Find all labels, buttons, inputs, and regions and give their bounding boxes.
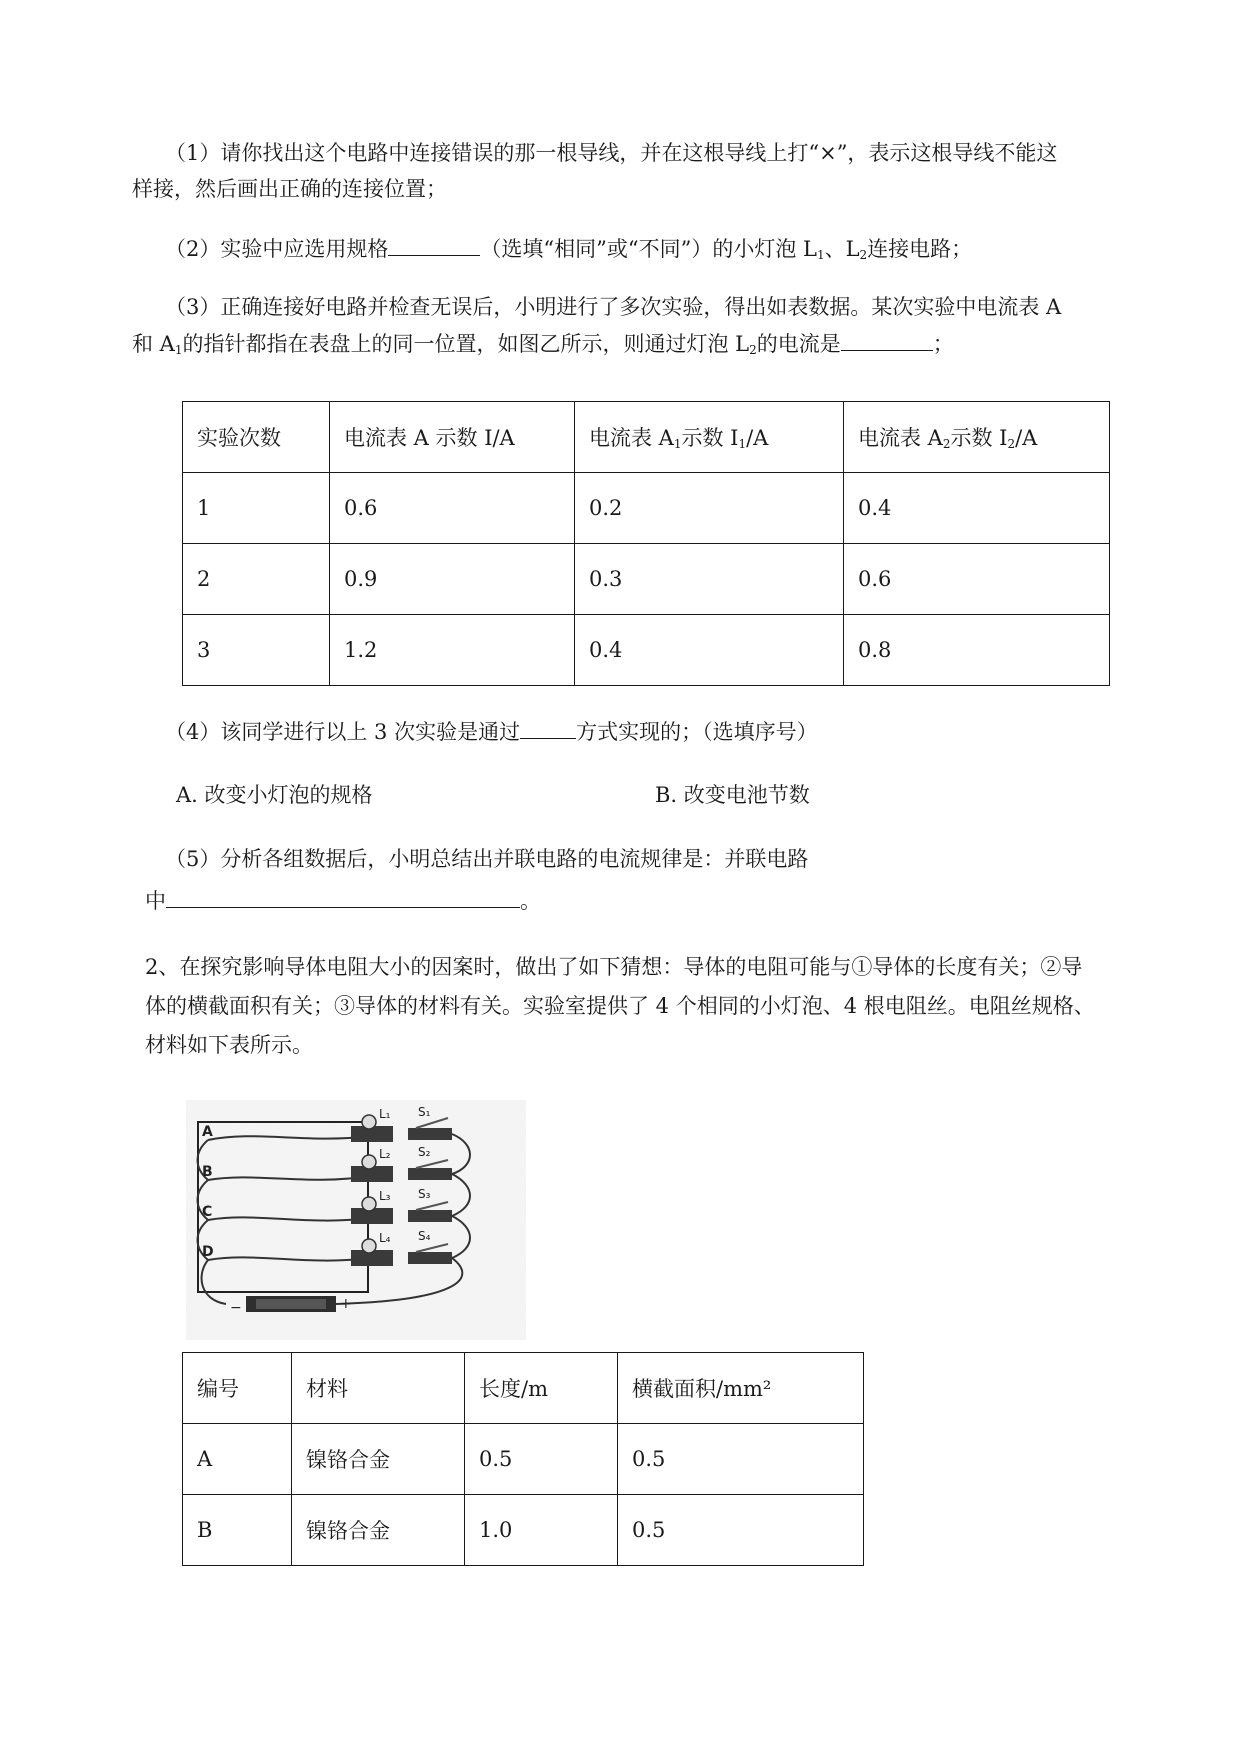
table-cell: 0.9 [330, 544, 575, 615]
q1-part1-line2: 样接，然后画出正确的连接位置； [132, 177, 447, 201]
switch-label: S₃ [418, 1187, 431, 1201]
battery-body [256, 1299, 326, 1309]
sub-1: 1 [174, 343, 183, 357]
q1-part3-c: 的电流是 [756, 332, 841, 356]
q1-part5-pre: 中 [145, 889, 166, 913]
q2-line3: 材料如下表所示。 [145, 1033, 313, 1057]
sub-1: 1 [673, 437, 682, 451]
lamp-label: L₄ [379, 1231, 391, 1245]
table-row [183, 473, 1110, 544]
option-b[interactable]: B. 改变电池节数 [655, 783, 810, 807]
sub-2: 2 [859, 248, 868, 262]
q1-part2-post: （选填“相同”或“不同”）的小灯泡 L [480, 237, 817, 261]
header-cell: 电流表 A 示数 I/A [330, 402, 575, 473]
table-header-row [183, 1353, 864, 1424]
q1-part3-a: 和 A [132, 332, 175, 356]
sub-1: 1 [816, 248, 825, 262]
q1-part4-post: 方式实现的；（选填序号） [576, 720, 818, 744]
table-cell: 0.4 [575, 615, 844, 686]
table-cell: 镍铬合金 [292, 1495, 465, 1566]
q2-line1: 2、在探究影响导体电阻大小的因案时，做出了如下猜想：导体的电阻可能与①导体的长度有关；②导 [145, 955, 1083, 979]
header-cell: 编号 [183, 1353, 292, 1424]
q1-part3-b: 的指针都指在表盘上的同一位置，如图乙所示，则通过灯泡 L [182, 332, 750, 356]
table-row [183, 544, 1110, 615]
table-cell: 0.5 [618, 1424, 864, 1495]
lamp-label: L₂ [379, 1147, 391, 1161]
table-row [183, 1424, 864, 1495]
q1-part2-pre: （2）实验中应选用规格 [165, 237, 389, 261]
wire-label: D [202, 1244, 214, 1260]
switch-icon [408, 1210, 452, 1222]
table-row [183, 1495, 864, 1566]
battery-plus-label: + [340, 1296, 352, 1312]
table-cell: 1 [183, 473, 330, 544]
q1-part1-line1: （1）请你找出这个电路中连接错误的那一根导线，并在这根导线上打“×”，表示这根导线不能这 [165, 141, 1058, 165]
table-cell: 0.6 [844, 544, 1110, 615]
table-cell: 镍铬合金 [292, 1424, 465, 1495]
table-cell: 0.5 [465, 1424, 618, 1495]
switch-label: S₁ [418, 1105, 431, 1119]
header-cell: 实验次数 [183, 402, 330, 473]
q1-part2-mid: 、L [824, 237, 860, 261]
q1-part2 [165, 233, 972, 270]
table-cell: 0.8 [844, 615, 1110, 686]
wire-spec-table [182, 1352, 864, 1566]
q1-part3-line1: （3）正确连接好电路并检查无误后，小明进行了多次实验，得出如表数据。某次实验中电流表 A [165, 295, 1062, 319]
sub-2: 2 [749, 343, 757, 357]
table-cell: 3 [183, 615, 330, 686]
current-table [182, 401, 1110, 686]
bulb-icon [362, 1115, 376, 1129]
q2-line2: 体的横截面积有关；③导体的材料有关。实验室提供了 4 个相同的小灯泡、4 根电阻丝。电阻丝规格、 [145, 994, 1095, 1018]
header-cell: 横截面积/mm² [618, 1353, 864, 1424]
q1-part4 [165, 716, 818, 747]
wire-label: A [202, 1124, 213, 1140]
table-cell: 0.4 [844, 473, 1110, 544]
header-part: 电流表 A [858, 426, 943, 450]
sub-2: 2 [942, 437, 951, 451]
q1-part4-blank[interactable] [520, 716, 576, 739]
header-part: 电流表 A [589, 426, 674, 450]
table-cell: A [183, 1424, 292, 1495]
q1-part2-end: 连接电路； [867, 237, 973, 261]
table-cell: 0.2 [575, 473, 844, 544]
sub-1: 1 [738, 437, 747, 451]
header-cell: 长度/m [465, 1353, 618, 1424]
q1-part3-line2 [132, 328, 954, 365]
header-part: /A [1015, 426, 1038, 450]
table-header-row [183, 402, 1110, 473]
table-cell: 1.2 [330, 615, 575, 686]
q1-part5-blank[interactable] [166, 885, 520, 908]
header-part: /A [746, 426, 769, 450]
circuit-photo [186, 1100, 526, 1340]
table-cell: 0.5 [618, 1495, 864, 1566]
option-a[interactable]: A. 改变小灯泡的规格 [176, 783, 373, 807]
header-cell [575, 402, 844, 473]
table-row [183, 615, 1110, 686]
battery-minus-label: − [230, 1300, 242, 1316]
table-cell: B [183, 1495, 292, 1566]
lamp-label: L₃ [379, 1189, 391, 1203]
q1-part5-line2 [145, 885, 541, 916]
header-cell [844, 402, 1110, 473]
bulb-icon [362, 1197, 376, 1211]
q1-part3-blank[interactable] [841, 328, 933, 351]
table-cell: 0.6 [330, 473, 575, 544]
switch-label: S₄ [418, 1229, 431, 1243]
switch-icon [408, 1168, 452, 1180]
lamp-label: L₁ [379, 1107, 391, 1121]
table-cell: 2 [183, 544, 330, 615]
q1-part5-line1: （5）分析各组数据后，小明总结出并联电路的电流规律是：并联电路 [165, 847, 809, 871]
wire-label: B [202, 1164, 213, 1180]
q1-part5-end: 。 [520, 889, 541, 913]
bulb-icon [362, 1155, 376, 1169]
wire-label: C [202, 1204, 213, 1220]
header-part: 示数 I [950, 426, 1008, 450]
table-cell: 1.0 [465, 1495, 618, 1566]
bulb-icon [362, 1239, 376, 1253]
q1-part3-end: ； [932, 332, 954, 356]
q1-part2-blank[interactable] [388, 233, 480, 256]
switch-icon [408, 1128, 452, 1140]
q1-part4-pre: （4）该同学进行以上 3 次实验是通过 [165, 720, 521, 744]
header-cell: 材料 [292, 1353, 465, 1424]
sub-2: 2 [1007, 437, 1016, 451]
circuit-diagram [186, 1100, 526, 1340]
header-part: 示数 I [681, 426, 739, 450]
table-cell: 0.3 [575, 544, 844, 615]
switch-icon [408, 1252, 452, 1264]
switch-label: S₂ [418, 1145, 431, 1159]
